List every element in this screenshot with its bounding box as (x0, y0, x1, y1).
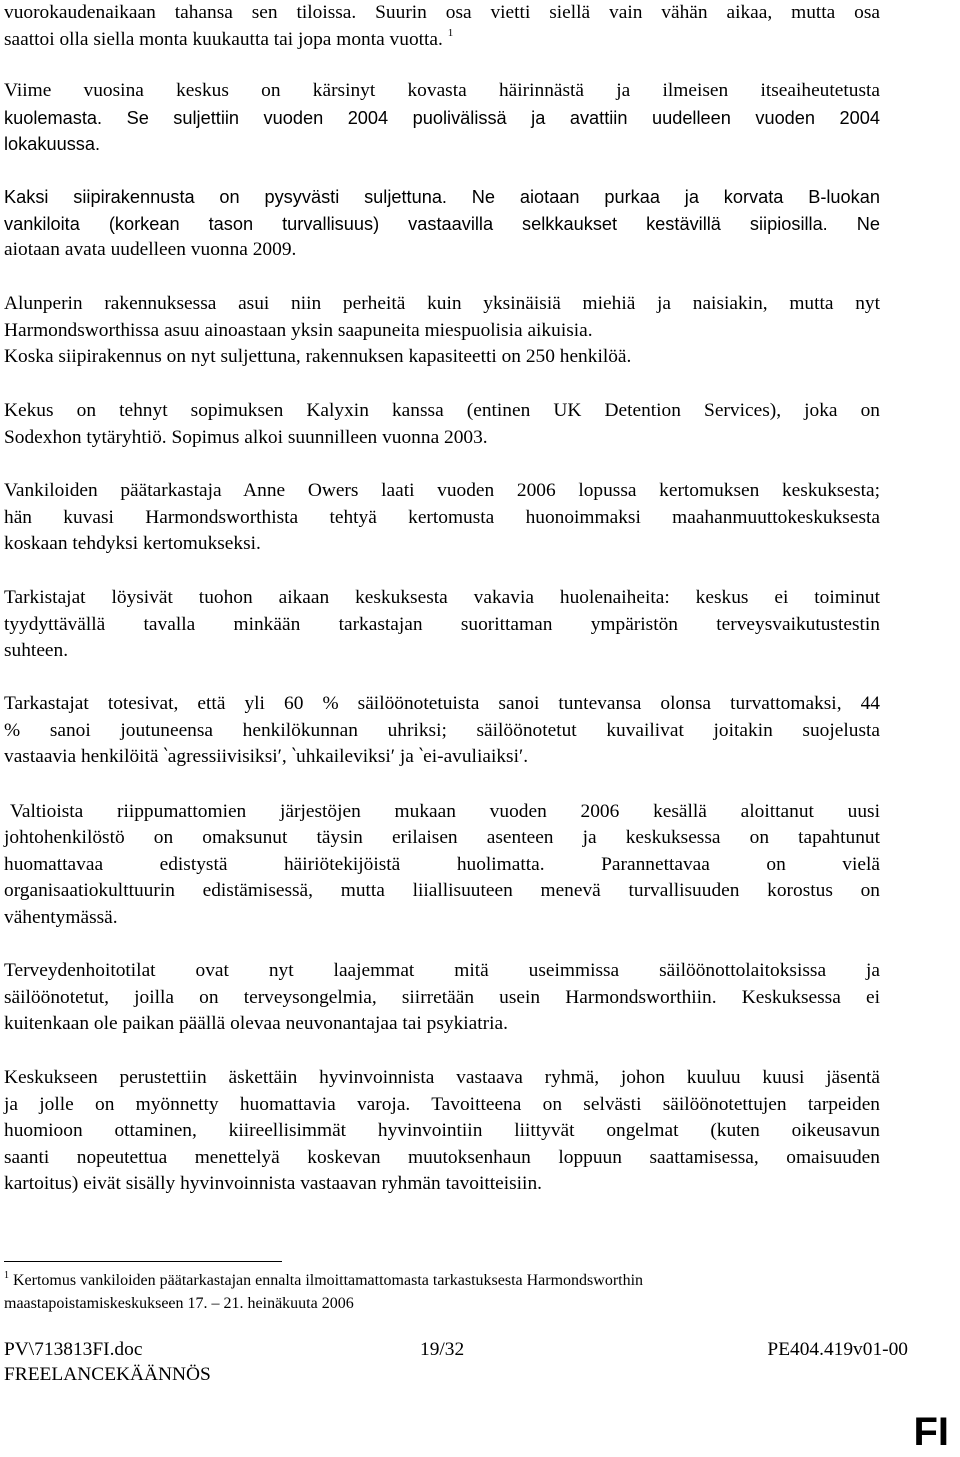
text-line: Tarkistajat löysivät tuohon aikaan keskuksesta vakavia huolenaiheita: keskus ei toiminut (4, 587, 880, 608)
paragraph-safety-survey (4, 691, 880, 771)
text-line: tyydyttävällä tavalla minkään tarkastajan suorittaman ympäristön terveysvaikutustestin (4, 613, 880, 635)
text-line: kuolemasta. Se suljettiin vuoden 2004 puolivälissä ja avattiin uudelleen vuoden 2004 (4, 107, 880, 128)
text-line: Koska siipirakennus on nyt suljettuna, rakennuksen kapasiteetti on 250 henkilöä. (4, 346, 632, 367)
text-line: Alunperin rakennuksessa asui niin perheitä kuin yksinäisiä miehiä ja naisiakin, mutta nyt (4, 293, 880, 314)
text-line: huomioon ottaminen, kiireellisimmät hyvinvointiin liittyvät ongelmat (kuten oikeusavun (4, 1120, 880, 1141)
text-line: ja jolle on myönnetty huomattavia varoja. Tavoitteena on selvästi säilöönotettujen tarpeiden (4, 1093, 880, 1115)
text-line: Vankiloiden päätarkastaja Anne Owers laati vuoden 2006 lopussa kertomuksen keskuksesta; (4, 480, 880, 501)
text-line: Valtioista riippumattomien järjestöjen mukaan vuoden 2006 kesällä aloittanut uusi (10, 801, 880, 822)
footnote-separator (4, 1261, 282, 1262)
text-line: suhteen. (4, 640, 69, 661)
paragraph-residents (4, 291, 880, 371)
text-line: % sanoi joutuneensa henkilökunnan uhriksi; säilöönotetut kuvailivat joitakin suojelusta (4, 719, 880, 741)
paragraph-contract (4, 398, 880, 451)
text-line: kuitenkaan ole paikan päällä olevaa neuvonantajaa tai psykiatria. (4, 1013, 508, 1034)
pe-reference: PE404.419v01-00 (767, 1339, 908, 1360)
text-line-content: saattoi olla siella monta kuukautta tai jopa monta vuotta. (4, 28, 443, 50)
text-line: huomattavaa edistystä häiriötekijöistä huolimatta. Parannettavaa on vielä (4, 853, 880, 875)
text-line: Terveydenhoitotilat ovat nyt laajemmat mitä useimmissa säilöönottolaitoksissa ja (4, 960, 880, 981)
text-line: aiotaan avata uudelleen vuonna 2009. (4, 239, 297, 260)
page-number: 19/32 (420, 1339, 465, 1360)
footnote-line: maastapoistamiskeskukseen 17. – 21. heinäkuuta 2006 (4, 1294, 354, 1312)
page-footer (4, 1339, 908, 1363)
text-line (4, 27, 880, 54)
text-line: vastaavia henkilöitä ‵agressiivisiksi′, ‵uhkaileviksi′ ja ‵ei-avuliaiksi′. (4, 746, 529, 767)
language-code: FI (913, 1410, 949, 1454)
text-line: johtohenkilöstö on omaksunut täysin erilaisen asenteen ja keskuksessa on tapahtunut (4, 827, 880, 848)
text-line: vuorokaudenaikaan tahansa sen tiloissa. Suurin osa vietti siellä vain vähän aikaa, mutta osa (4, 2, 880, 23)
text-line: Tarkastajat totesivat, että yli 60 % säilöönotetuista sanoi tuntevansa olonsa turvattomaksi, 44 (4, 693, 880, 714)
text-line: vankiloita (korkean tason turvallisuus) vastaavilla selkkaukset kestävillä siipiosilla. Ne (4, 213, 880, 234)
text-line: organisaatiokulttuurin edistämisessä, mutta liiallisuuteen menevä turvallisuuden korostus on (4, 880, 880, 901)
paragraph-disturbances (4, 78, 880, 158)
footnote-reference[interactable]: 1 (447, 26, 454, 39)
text-line: kartoitus) eivät sisälly hyvinvoinnista vastaavan ryhmän tavoitteisiin. (4, 1173, 542, 1194)
text-line: hän kuvasi Harmondsworthista tehtyä kertomusta huonoimmaksi maahanmuuttokeskuksesta (4, 506, 880, 528)
paragraph-concerns (4, 585, 880, 665)
text-line: säilöönotetut, joilla on terveysongelmia, siirretään usein Harmondsworthiin. Keskuksessa ei (4, 986, 880, 1008)
paragraph-welfare-group (4, 1065, 880, 1198)
text-line: koskaan tehdyksi kertomukseksi. (4, 533, 261, 554)
paragraph-wings-closed (4, 184, 880, 264)
paragraph-ngo-assessment-cont (4, 825, 880, 931)
text-line: Sodexhon tytäryhtiö. Sopimus alkoi suunnilleen vuonna 2003. (4, 426, 488, 448)
paragraph-inspector-report (4, 478, 880, 558)
text-line: vähentymässä. (4, 906, 118, 928)
text-line: Kekus on tehnyt sopimuksen Kalyxin kanssa (entinen UK Detention Services), joka on (4, 400, 880, 421)
text-line: saanti nopeutettua menettelyä koskevan muutoksenhaun loppuun saattamisessa, omaisuuden (4, 1146, 880, 1168)
paragraph-intro-continuation (4, 0, 880, 53)
text-line: Harmondsworthissa asuu ainoastaan yksin saapuneita miespuolisia aikuisia. (4, 319, 593, 341)
paragraph-ngo-assessment (10, 799, 880, 826)
footnote (4, 1270, 884, 1315)
footnote-line (4, 1270, 884, 1293)
footnote-text: Kertomus vankiloiden päätarkastajan ennalta ilmoittamattomasta tarkastuksesta Harmondsworthin (13, 1272, 644, 1289)
translation-agency: FREELANCEKÄÄNNÖS (4, 1364, 211, 1385)
document-reference: PV\713813FI.doc (4, 1339, 143, 1360)
text-line: lokakuussa. (4, 134, 101, 154)
text-line: Viime vuosina keskus on kärsinyt kovasta häirinnästä ja ilmeisen itseaiheutetusta (4, 80, 880, 101)
paragraph-health-facilities (4, 958, 880, 1038)
text-line: Keskukseen perustettiin äskettäin hyvinvoinnista vastaava ryhmä, johon kuuluu kuusi jäsentä (4, 1067, 880, 1088)
text-line: Kaksi siipirakennusta on pysyvästi suljettuna. Ne aiotaan purkaa ja korvata B-luokan (4, 187, 880, 207)
footnote-number: 1 (4, 1270, 9, 1281)
